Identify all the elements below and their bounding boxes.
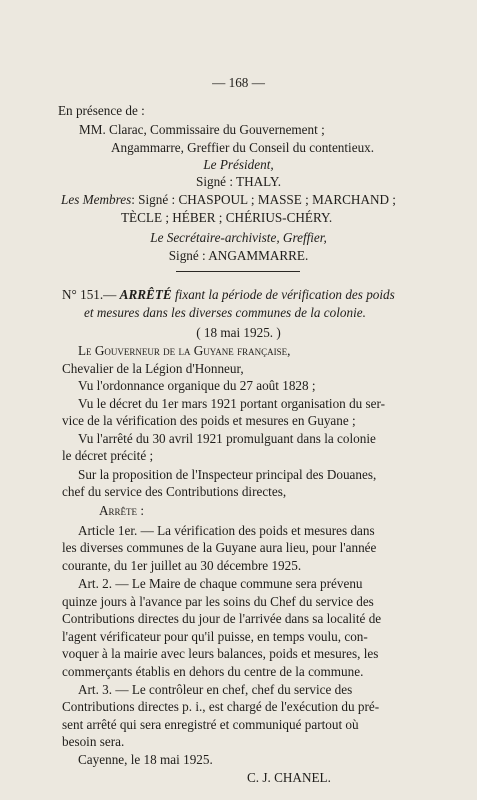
article-line-10: Contributions directes p. i., est chargé de l'exécution du pré- (62, 699, 380, 714)
arrete-number: N° 151.— (62, 287, 117, 302)
preamble-line-5: Vu l'arrêté du 30 avril 1921 promulguant dans la colonie (78, 431, 376, 446)
article-line-12: besoin sera. (62, 734, 125, 749)
article-line-7: voquer à la mairie avec leurs balances, poids et mesures, les (62, 646, 379, 661)
preamble-line-4: vice de la vérification des poids et mesures en Guyane ; (62, 413, 356, 428)
article-line-2: courante, du 1er juillet au 30 décembre 1925. (62, 558, 302, 573)
presence-line-angammarre: Angammarre, Greffier du Conseil du contentieux. (111, 140, 375, 155)
members-names-1: : Signé : CHASPOUL ; MASSE ; MARCHAND ; (131, 192, 396, 207)
preamble-line-0: Le Gouverneur de la Guyane française, (78, 343, 291, 358)
article-line-3: Art. 2. — Le Maire de chaque commune sera prévenu (78, 576, 363, 591)
preamble-line-7: Sur la proposition de l'Inspecteur principal des Douanes, (78, 467, 377, 482)
section-divider (176, 271, 300, 272)
arrete-title-rest: fixant la période de vérification des poids (175, 287, 395, 302)
article-line-1: les diverses communes de la Guyane aura lieu, pour l'année (62, 540, 377, 555)
president-title: Le Président, (203, 157, 274, 172)
arrete-title-line-2: et mesures dans les diverses communes de la colonie. (84, 305, 366, 320)
members-line-2: TÈCLE ; HÉBER ; CHÉRIUS-CHÉRY. (121, 210, 333, 225)
preamble-line-6: le décret précité ; (62, 448, 154, 463)
article-line-11: sent arrêté qui sera enregistré et communiqué partout où (62, 717, 359, 732)
place-date: Cayenne, le 18 mai 1925. (78, 752, 213, 767)
arrete-title-line-1 (62, 287, 395, 303)
article-line-0: Article 1er. — La vérification des poids et mesures dans (78, 523, 375, 538)
arrete-date: ( 18 mai 1925. ) (196, 325, 281, 340)
secretary-signature: Signé : ANGAMMARRE. (168, 248, 309, 263)
president-signature: Signé : THALY. (195, 174, 281, 189)
article-line-9: Art. 3. — Le contrôleur en chef, chef du service des (78, 682, 353, 697)
presence-line-clarac: MM. Clarac, Commissaire du Gouvernement ; (79, 122, 325, 137)
article-line-4: quinze jours à l'avance par les soins du Chef du service des (62, 594, 374, 609)
page-number: — 168 — (212, 75, 265, 90)
arrete-label: Arrête : (99, 503, 144, 518)
members-label: Les Membres (61, 192, 132, 207)
presence-intro: En présence de : (58, 103, 145, 118)
preamble-line-2: Vu l'ordonnance organique du 27 août 1828 ; (78, 378, 316, 393)
secretary-title: Le Secrétaire-archiviste, Greffier, (150, 230, 327, 245)
preamble-line-1: Chevalier de la Légion d'Honneur, (62, 361, 244, 376)
members-line-1 (61, 192, 396, 208)
signature: C. J. CHANEL. (247, 770, 331, 785)
article-line-5: Contributions directes du jour de l'arrivée dans sa localité de (62, 611, 382, 626)
article-line-8: commerçants établis en dehors du centre de la commune. (62, 664, 364, 679)
preamble-line-3: Vu le décret du 1er mars 1921 portant organisation du ser- (78, 396, 386, 411)
arrete-title-bold: ARRÊTÉ (119, 287, 172, 302)
article-line-6: l'agent vérificateur pour qu'il puisse, en temps voulu, con- (62, 629, 368, 644)
preamble-line-8: chef du service des Contributions directes, (62, 484, 287, 499)
